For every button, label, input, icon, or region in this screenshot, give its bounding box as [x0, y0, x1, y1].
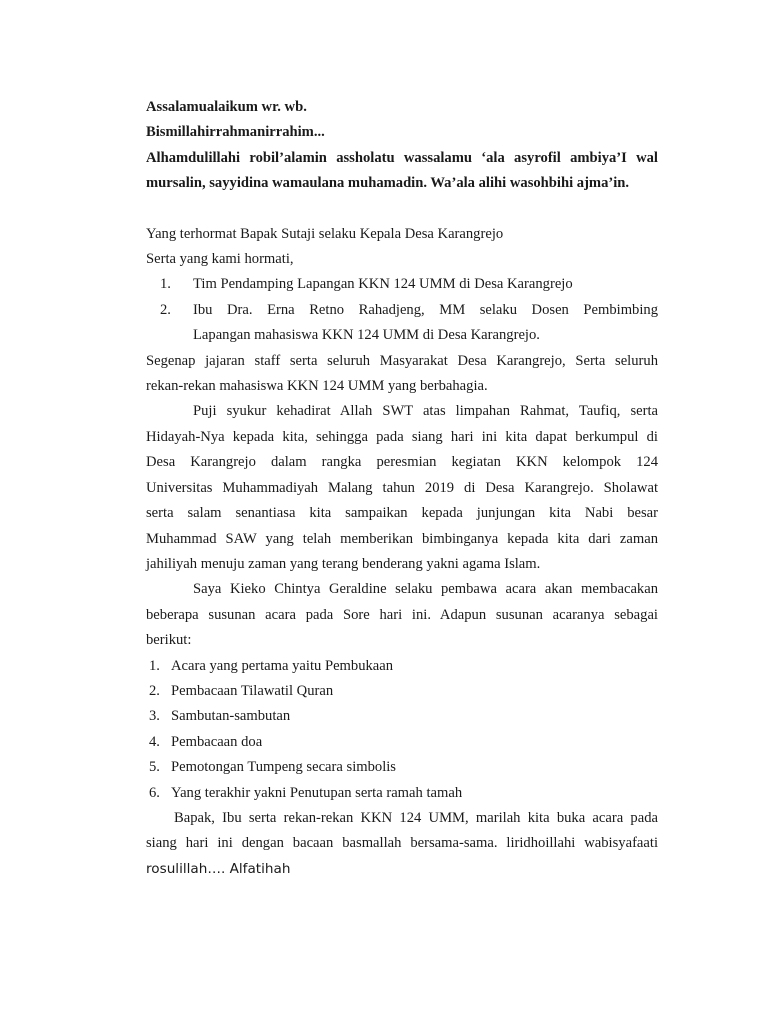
paragraph-line: serta salam senantiasa kita sampaikan kepada junjungan kita Nabi besar — [146, 505, 658, 522]
hamdalah-line-2: mursalin, sayyidina wamaulana muhamadin. Wa’ala alihi wasohbihi ajma’in. — [146, 175, 630, 192]
paragraph-introduction — [146, 577, 658, 653]
agenda-text: Pembacaan Tilawatil Quran — [171, 682, 334, 699]
list-item-text: Lapangan mahasiswa KKN 124 UMM di Desa Karangrejo. — [193, 327, 540, 344]
agenda-item — [146, 704, 658, 729]
paragraph-line: Universitas Muhammadiyah Malang tahun 2019 di Desa Karangrejo. Sholawat — [146, 479, 658, 496]
paragraph-line: rosulillah…. Alfatihah — [146, 860, 291, 877]
paragraph-line: beberapa susunan acara pada Sore hari ini. Adapun susunan acaranya sebagai — [146, 606, 658, 623]
list-item-text: Ibu Dra. Erna Retno Rahadjeng, MM selaku Dosen Pembimbing — [193, 301, 658, 318]
document-page — [146, 95, 658, 882]
hamdalah-line-1: Alhamdulillahi robil’alamin assholatu wassalamu ‘ala asyrofil ambiya’I wal — [146, 149, 658, 166]
paragraph-line: siang hari ini dengan bacaan basmallah bersama-sama. liridhoillahi wabisyafaati — [146, 835, 658, 852]
agenda-item — [146, 679, 658, 704]
list-number: 2. — [160, 301, 171, 318]
agenda-text: Acara yang pertama yaitu Pembukaan — [171, 657, 394, 674]
paragraph-line: jahiliyah menuju zaman yang terang benderang yakni agama Islam. — [146, 555, 541, 572]
paragraph-line: Hidayah-Nya kepada kita, sehingga pada siang hari ini kita dapat berkumpul di — [146, 428, 658, 445]
agenda-item — [146, 654, 658, 679]
paragraph-line: berikut: — [146, 632, 192, 649]
salutation-line-1: Yang terhormat Bapak Sutaji selaku Kepala Desa Karangrejo — [146, 225, 504, 242]
agenda-text: Yang terakhir yakni Penutupan serta ramah tamah — [171, 784, 463, 801]
agenda-item — [146, 755, 658, 780]
agenda-text: Pembacaan doa — [171, 733, 263, 750]
paragraph-line: Muhammad SAW yang telah memberikan bimbinganya kepada kita dari zaman — [146, 530, 658, 547]
paragraph-line: Desa Karangrejo dalam rangka peresmian kegiatan KKN kelompok 124 — [146, 454, 658, 471]
agenda-number: 2. — [149, 682, 160, 699]
agenda-list — [146, 654, 658, 806]
list-number: 1. — [160, 276, 171, 293]
agenda-number: 1. — [149, 657, 160, 674]
honored-guests-list — [146, 272, 658, 348]
agenda-text: Sambutan-sambutan — [171, 708, 291, 725]
salutation-line-2: Serta yang kami hormati, — [146, 251, 294, 268]
paragraph-line: Puji syukur kehadirat Allah SWT atas limpahan Rahmat, Taufiq, serta — [193, 403, 658, 420]
agenda-number: 5. — [149, 759, 160, 776]
staff-line-1: Segenap jajaran staff serta seluruh Masyarakat Desa Karangrejo, Serta seluruh — [146, 352, 658, 369]
basmalah: Bismillahirrahmanirrahim... — [146, 124, 325, 141]
agenda-number: 4. — [149, 733, 160, 750]
agenda-item — [146, 730, 658, 755]
paragraph-line: Saya Kieko Chintya Geraldine selaku pembawa acara akan membacakan — [193, 581, 658, 598]
agenda-item — [146, 781, 658, 806]
list-item — [146, 298, 658, 349]
spacer — [146, 197, 658, 222]
list-item-text: Tim Pendamping Lapangan KKN 124 UMM di Desa Karangrejo — [193, 276, 573, 293]
paragraph-opening-prayer — [146, 399, 658, 577]
greeting: Assalamualaikum wr. wb. — [146, 99, 307, 115]
staff-line-2: rekan-rekan mahasiswa KKN 124 UMM yang berbahagia. — [146, 378, 488, 395]
list-item — [146, 272, 658, 297]
agenda-number: 6. — [149, 784, 160, 801]
agenda-text: Pemotongan Tumpeng secara simbolis — [171, 759, 396, 776]
agenda-number: 3. — [149, 708, 160, 725]
paragraph-closing — [146, 806, 658, 882]
paragraph-line: Bapak, Ibu serta rekan-rekan KKN 124 UMM, marilah kita buka acara pada — [174, 809, 658, 826]
